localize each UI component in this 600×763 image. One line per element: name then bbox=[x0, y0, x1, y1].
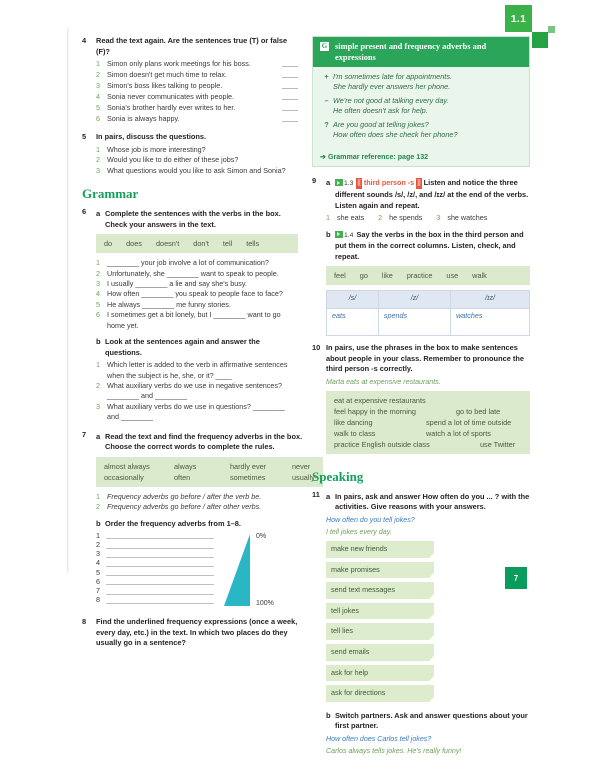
ladder-row bbox=[96, 597, 214, 606]
pronunciation-bracket-open-icon: [[ bbox=[356, 178, 361, 189]
exercise-6a-prompt: Complete the sentences with the verbs in the box. Check your answers in the text. bbox=[105, 209, 281, 229]
unit-badge: 1.1 bbox=[505, 5, 532, 32]
list-item: 3 she watches bbox=[436, 213, 488, 223]
exercise-6-wordbox bbox=[96, 234, 298, 253]
ladder-row bbox=[96, 551, 214, 560]
answer-blank[interactable] bbox=[282, 103, 298, 111]
decoration-square-tiny bbox=[548, 26, 555, 33]
wordbox-phrase: practice English outside class bbox=[334, 439, 430, 449]
affirmative-symbol: + bbox=[324, 72, 329, 81]
exercise-4-items bbox=[96, 59, 298, 125]
activity-tag[interactable]: send text messages bbox=[326, 582, 434, 599]
exercise-11b-letter: b bbox=[326, 710, 331, 720]
audio-icon[interactable] bbox=[335, 231, 343, 238]
ladder-blank[interactable] bbox=[106, 538, 214, 539]
audio-icon[interactable] bbox=[335, 179, 343, 186]
wordbox-phrase: spend a lot of time outside bbox=[426, 417, 512, 427]
list-item: 5 Sonia's brother hardly ever writes to her. bbox=[96, 103, 298, 114]
list-item: 2 Would you like to do either of these jobs? bbox=[96, 155, 298, 165]
exercise-11b-example-question: How often does Carlos tell jokes? bbox=[326, 734, 432, 743]
arrow-right-icon: ➔ bbox=[320, 153, 326, 162]
answer-blank[interactable] bbox=[282, 114, 298, 122]
wordbox-phrase: go to bed late bbox=[456, 406, 501, 416]
exercise-9a-letter: a bbox=[326, 178, 331, 188]
frequency-ladder-chart bbox=[96, 532, 323, 610]
list-item: 1 Whose job is more interesting? bbox=[96, 145, 298, 155]
wordbox-phrase: like dancing bbox=[334, 417, 373, 427]
exercise-11a-example-question: How often do you tell jokes? bbox=[326, 515, 415, 524]
item-text: Simon doesn't get much time to relax. bbox=[107, 70, 228, 80]
grammar-heading: Grammar bbox=[82, 186, 139, 201]
grammar-example: He often doesn't ask for help. bbox=[333, 106, 428, 116]
list-item: 3 Simon's boss likes talking to people. bbox=[96, 81, 298, 92]
item-text: Whose job is more interesting? bbox=[107, 144, 206, 154]
exercise-9a-items bbox=[326, 213, 530, 223]
wordbox-word: go bbox=[359, 271, 368, 281]
ladder-blank[interactable] bbox=[106, 566, 214, 567]
exercise-11-number: 11 bbox=[312, 489, 320, 499]
item-text[interactable]: I sometimes get a bit lonely, but I ________ want to go home yet. bbox=[107, 310, 281, 330]
exercise-10-example: Marta eats at expensive restaurants. bbox=[326, 377, 441, 386]
activity-tag[interactable]: send emails bbox=[326, 644, 434, 661]
grammar-panel-title: simple present and frequency adverbs and expressions bbox=[335, 42, 487, 62]
audio-track-number: 1.4 bbox=[344, 231, 354, 239]
exercise-7a-letter: a bbox=[96, 431, 101, 441]
wordbox-word: tell bbox=[222, 239, 233, 249]
list-item: 6 Sonia is always happy. bbox=[96, 114, 298, 125]
list-item: 2 Unfortunately, she ________ want to speak to people. bbox=[96, 269, 298, 279]
ladder-list bbox=[96, 532, 214, 606]
list-item: 3 I usually ________ a lie and say she's busy. bbox=[96, 279, 298, 289]
ladder-blank[interactable] bbox=[106, 584, 214, 585]
list-item: 2 Frequency adverbs go before / after other verbs. bbox=[96, 502, 323, 512]
ladder-row bbox=[96, 532, 214, 541]
list-item: 2 he spends bbox=[378, 213, 423, 223]
ladder-row bbox=[96, 560, 214, 569]
table-header-cell: /z/ bbox=[378, 291, 450, 309]
wordbox-word: sometimes bbox=[230, 472, 266, 482]
list-item: 1 ________ your job involve a lot of communication? bbox=[96, 258, 298, 268]
item-text: she watches bbox=[447, 213, 488, 223]
ladder-number: 7 bbox=[96, 585, 100, 595]
ladder-row bbox=[96, 578, 214, 587]
exercise-6a-items bbox=[96, 258, 298, 331]
grammar-row-affirmative bbox=[320, 72, 522, 93]
exercise-6b bbox=[96, 337, 298, 358]
exercise-9b-prompt: Say the verbs in the box in the third person and put them in the correct columns. Listen, check, and repeat. bbox=[335, 229, 524, 261]
ladder-row bbox=[96, 569, 214, 578]
ladder-number: 8 bbox=[96, 595, 100, 605]
question-symbol: ? bbox=[324, 119, 329, 129]
frequency-triangle bbox=[224, 534, 250, 606]
wordbox-word: use bbox=[446, 271, 459, 281]
item-text[interactable]: Which letter is added to the verb in affirmative sentences when the subject is he, she, or it? ____ bbox=[107, 360, 288, 380]
exercise-8-prompt: Find the underlined frequency expressions (once a week, every day, etc.) in the text. In which two places do they usually go in a sentence? bbox=[96, 617, 298, 648]
grammar-panel-body bbox=[313, 67, 529, 147]
activity-tag[interactable]: tell jokes bbox=[326, 603, 434, 620]
table-cell[interactable]: watches bbox=[451, 309, 530, 336]
ladder-blank[interactable] bbox=[106, 575, 214, 576]
ladder-row bbox=[96, 541, 214, 550]
grammar-example: I'm sometimes late for appointments. bbox=[333, 72, 453, 81]
exercise-6b-letter: b bbox=[96, 337, 101, 347]
item-text[interactable]: What auxiliary verbs do we use in questions? ________ and ________ bbox=[107, 401, 285, 422]
item-text[interactable]: Frequency adverbs go before / after the verb be. bbox=[107, 491, 262, 501]
wordbox-word: like bbox=[381, 271, 393, 281]
exercise-7-number: 7 bbox=[82, 429, 87, 439]
exercise-7a bbox=[96, 432, 323, 453]
exercise-11b-prompt: Switch partners. Ask and answer questions about your first partner. bbox=[335, 710, 528, 731]
exercise-9-number: 9 bbox=[312, 176, 317, 186]
wordbox-word: usually bbox=[292, 472, 315, 482]
ladder-number: 3 bbox=[96, 549, 100, 559]
exercise-7b-letter: b bbox=[96, 518, 101, 528]
list-item: 4 How often ________ you speak to people face to face? bbox=[96, 289, 298, 299]
wordbox-word: hardly ever bbox=[230, 461, 267, 471]
wordbox-phrase: use Twitter bbox=[480, 439, 516, 449]
audio-track-number: 1.3 bbox=[344, 180, 354, 188]
exercise-11b bbox=[326, 711, 530, 732]
wordbox-word: walk bbox=[472, 271, 487, 281]
exercise-6a-letter: a bbox=[96, 209, 101, 218]
wordbox-word: tells bbox=[246, 239, 260, 249]
table-header-row bbox=[327, 291, 530, 309]
grammar-reference-text: Grammar reference: page 132 bbox=[327, 153, 429, 162]
ladder-blank[interactable] bbox=[106, 603, 214, 604]
exercise-5-items bbox=[96, 145, 298, 176]
ladder-blank[interactable] bbox=[106, 557, 214, 558]
exercise-9 bbox=[312, 176, 530, 336]
wordbox-word: almost always bbox=[104, 461, 150, 471]
grammar-row-negative bbox=[320, 96, 522, 117]
wordbox-phrase: watch a lot of sports bbox=[426, 428, 491, 438]
exercise-5 bbox=[82, 132, 298, 176]
list-item: 6 I sometimes get a bit lonely, but I ________ want to go home yet. bbox=[96, 310, 298, 331]
exercise-5-prompt: In pairs, discuss the questions. bbox=[96, 132, 207, 142]
wordbox-phrase: feel happy in the morning bbox=[334, 406, 416, 416]
list-item: 1 Which letter is added to the verb in affirmative sentences when the subject is he, she, or it? ____ bbox=[96, 360, 298, 381]
pronunciation-badge: third person -s bbox=[363, 178, 415, 188]
list-item: 1 she eats bbox=[326, 213, 365, 223]
exercise-11a-example-answer: I tell jokes every day. bbox=[326, 527, 392, 536]
exercise-8-number: 8 bbox=[82, 617, 87, 627]
exercise-6b-prompt: Look at the sentences again and answer the questions. bbox=[105, 337, 260, 357]
decoration-square-large bbox=[532, 32, 548, 48]
table-header-cell: /s/ bbox=[327, 291, 379, 309]
list-item: 1 Simon only plans work meetings for his boss. bbox=[96, 59, 298, 70]
list-item: 4 Sonia never communicates with people. bbox=[96, 92, 298, 103]
answer-blank[interactable] bbox=[282, 92, 298, 100]
wordbox-word: do bbox=[104, 239, 113, 249]
list-item: 3 What questions would you like to ask Simon and Sonia? bbox=[96, 166, 298, 176]
list-item: 1 Frequency adverbs go before / after the verb be. bbox=[96, 492, 323, 502]
chart-label-top: 0% bbox=[256, 533, 267, 541]
chart-label-bottom: 100% bbox=[256, 600, 274, 608]
answer-blank[interactable] bbox=[282, 81, 298, 89]
exercise-11a-prompt: In pairs, ask and answer How often do you ... ? with the activities. Give reasons with your answers. bbox=[335, 491, 530, 512]
exercise-10-prompt: In pairs, use the phrases in the box to make sentences about people in your class. Remember to pronounce the third person -s correctly. bbox=[326, 343, 524, 374]
exercise-6-number: 6 bbox=[82, 207, 87, 216]
right-column bbox=[312, 36, 530, 763]
exercise-7 bbox=[82, 429, 315, 611]
exercise-9b-letter: b bbox=[326, 229, 331, 239]
exercise-10-number: 10 bbox=[312, 343, 321, 352]
ladder-row bbox=[96, 587, 214, 596]
exercise-4-prompt: Read the text again. Are the sentences true (T) or false (F)? bbox=[96, 36, 288, 56]
item-text[interactable]: He always ________ me funny stories. bbox=[107, 299, 231, 309]
exercise-6b-items bbox=[96, 360, 298, 422]
item-text: he spends bbox=[389, 213, 423, 223]
grammar-tag-icon: G bbox=[321, 42, 328, 50]
exercise-7-rules bbox=[96, 492, 323, 513]
ladder-number: 5 bbox=[96, 567, 100, 577]
table-cell[interactable]: eats bbox=[327, 309, 379, 336]
grammar-example: Are you good at telling jokes? bbox=[333, 119, 429, 129]
exercise-8 bbox=[82, 617, 298, 649]
ladder-number: 6 bbox=[96, 576, 100, 586]
item-text: Simon's boss likes talking to people. bbox=[107, 81, 223, 91]
item-text: Simon only plans work meetings for his boss. bbox=[107, 59, 251, 69]
item-text: Sonia's brother hardly ever writes to her. bbox=[107, 103, 236, 113]
exercise-11a-letter: a bbox=[326, 491, 331, 501]
ladder-number: 4 bbox=[96, 558, 100, 568]
ladder-blank[interactable] bbox=[106, 594, 214, 595]
wordbox-word: never bbox=[292, 461, 311, 471]
item-text: Sonia never communicates with people. bbox=[107, 92, 235, 102]
exercise-7b-prompt: Order the frequency adverbs from 1–8. bbox=[105, 518, 241, 528]
ladder-number: 1 bbox=[96, 530, 100, 540]
exercise-7a-prompt: Read the text and find the frequency adverbs in the box. Choose the correct words to complete the rules. bbox=[105, 431, 303, 452]
exercise-9a bbox=[326, 178, 530, 211]
exercise-9a-prompt: Listen and notice the three different sounds /s/, /z/, and /ɪz/ at the end of the verbs. Listen again and repeat. bbox=[335, 178, 529, 210]
activity-tag[interactable]: ask for directions bbox=[326, 685, 434, 702]
table-row bbox=[327, 309, 530, 336]
negative-symbol: – bbox=[324, 95, 329, 105]
exercise-4-number: 4 bbox=[82, 36, 87, 45]
wordbox-word: doesn't bbox=[155, 239, 180, 249]
wordbox-phrase: eat at expensive restaurants bbox=[334, 395, 426, 405]
table-cell[interactable]: spends bbox=[378, 309, 450, 336]
activity-tag[interactable]: tell lies bbox=[326, 623, 434, 640]
speaking-heading: Speaking bbox=[312, 468, 364, 484]
item-text[interactable]: ________ your job involve a lot of communication? bbox=[107, 258, 269, 268]
item-text[interactable]: How often ________ you speak to people face to face? bbox=[107, 289, 283, 299]
ladder-blank[interactable] bbox=[106, 548, 214, 549]
exercise-4 bbox=[82, 36, 298, 125]
item-text: Would you like to do either of these jobs? bbox=[107, 155, 239, 165]
item-text[interactable]: I usually ________ a lie and say she's busy. bbox=[107, 279, 247, 288]
item-text: Sonia is always happy. bbox=[107, 114, 180, 124]
answer-blank[interactable] bbox=[282, 70, 298, 78]
exercise-5-number: 5 bbox=[82, 132, 87, 142]
wordbox-word: does bbox=[126, 239, 142, 249]
wordbox-word: practice bbox=[406, 271, 433, 281]
list-item: 2 What auxiliary verbs do we use in negative sentences? ________ and ________ bbox=[96, 381, 298, 402]
activity-tags bbox=[326, 541, 530, 706]
item-text[interactable]: What auxiliary verbs do we use in negative sentences? ________ and ________ bbox=[107, 381, 282, 401]
grammar-panel bbox=[312, 36, 530, 167]
exercise-10-wordbox bbox=[326, 391, 530, 454]
left-column bbox=[82, 36, 315, 656]
exercise-9b bbox=[326, 230, 530, 263]
item-text: she eats bbox=[337, 213, 365, 223]
book-spine-shadow bbox=[67, 28, 69, 573]
exercise-6a bbox=[96, 209, 298, 230]
item-text[interactable]: Unfortunately, she ________ want to speak to people. bbox=[107, 268, 279, 278]
wordbox-word: always bbox=[174, 461, 197, 471]
grammar-example: She hardly ever answers her phone. bbox=[333, 82, 451, 92]
wordbox-word: don't bbox=[193, 239, 209, 249]
exercise-6 bbox=[82, 207, 298, 423]
wordbox-word: often bbox=[174, 472, 191, 482]
wordbox-word: occasionally bbox=[104, 472, 144, 482]
list-item: 5 He always ________ me funny stories. bbox=[96, 300, 298, 310]
exercise-10 bbox=[312, 343, 530, 459]
page-number: 7 bbox=[505, 567, 527, 589]
grammar-example: How often does she check her phone? bbox=[333, 130, 458, 140]
answer-blank[interactable] bbox=[282, 59, 298, 67]
list-item: 3 What auxiliary verbs do we use in questions? ________ and ________ bbox=[96, 402, 298, 423]
grammar-panel-header bbox=[313, 37, 529, 67]
exercise-11b-example-answer: Carlos always tells jokes. He's really funny! bbox=[326, 746, 462, 755]
item-text[interactable]: Frequency adverbs go before / after other verbs. bbox=[107, 502, 262, 512]
grammar-reference-link[interactable] bbox=[313, 147, 529, 166]
pronunciation-table bbox=[326, 290, 530, 336]
table-header-cell: /ɪz/ bbox=[451, 291, 530, 309]
exercise-7-wordbox bbox=[96, 457, 323, 487]
wordbox-phrase: walk to class bbox=[334, 428, 376, 438]
exercise-11a bbox=[326, 492, 530, 513]
exercise-7b bbox=[96, 519, 323, 530]
activity-tag[interactable]: ask for help bbox=[326, 665, 434, 682]
grammar-example: We're not good at talking every day. bbox=[333, 95, 449, 105]
wordbox-word: feel bbox=[334, 271, 346, 281]
grammar-row-question bbox=[320, 120, 522, 141]
item-text: What questions would you like to ask Simon and Sonia? bbox=[107, 165, 286, 175]
list-item: 2 Simon doesn't get much time to relax. bbox=[96, 70, 298, 81]
pronunciation-bracket-close-icon: ]] bbox=[416, 178, 421, 189]
activity-tag[interactable]: make new friends bbox=[326, 541, 434, 558]
activity-tag[interactable]: make promises bbox=[326, 562, 434, 579]
exercise-9-wordbox bbox=[326, 266, 530, 285]
exercise-11 bbox=[312, 490, 530, 756]
ladder-number: 2 bbox=[96, 540, 100, 550]
